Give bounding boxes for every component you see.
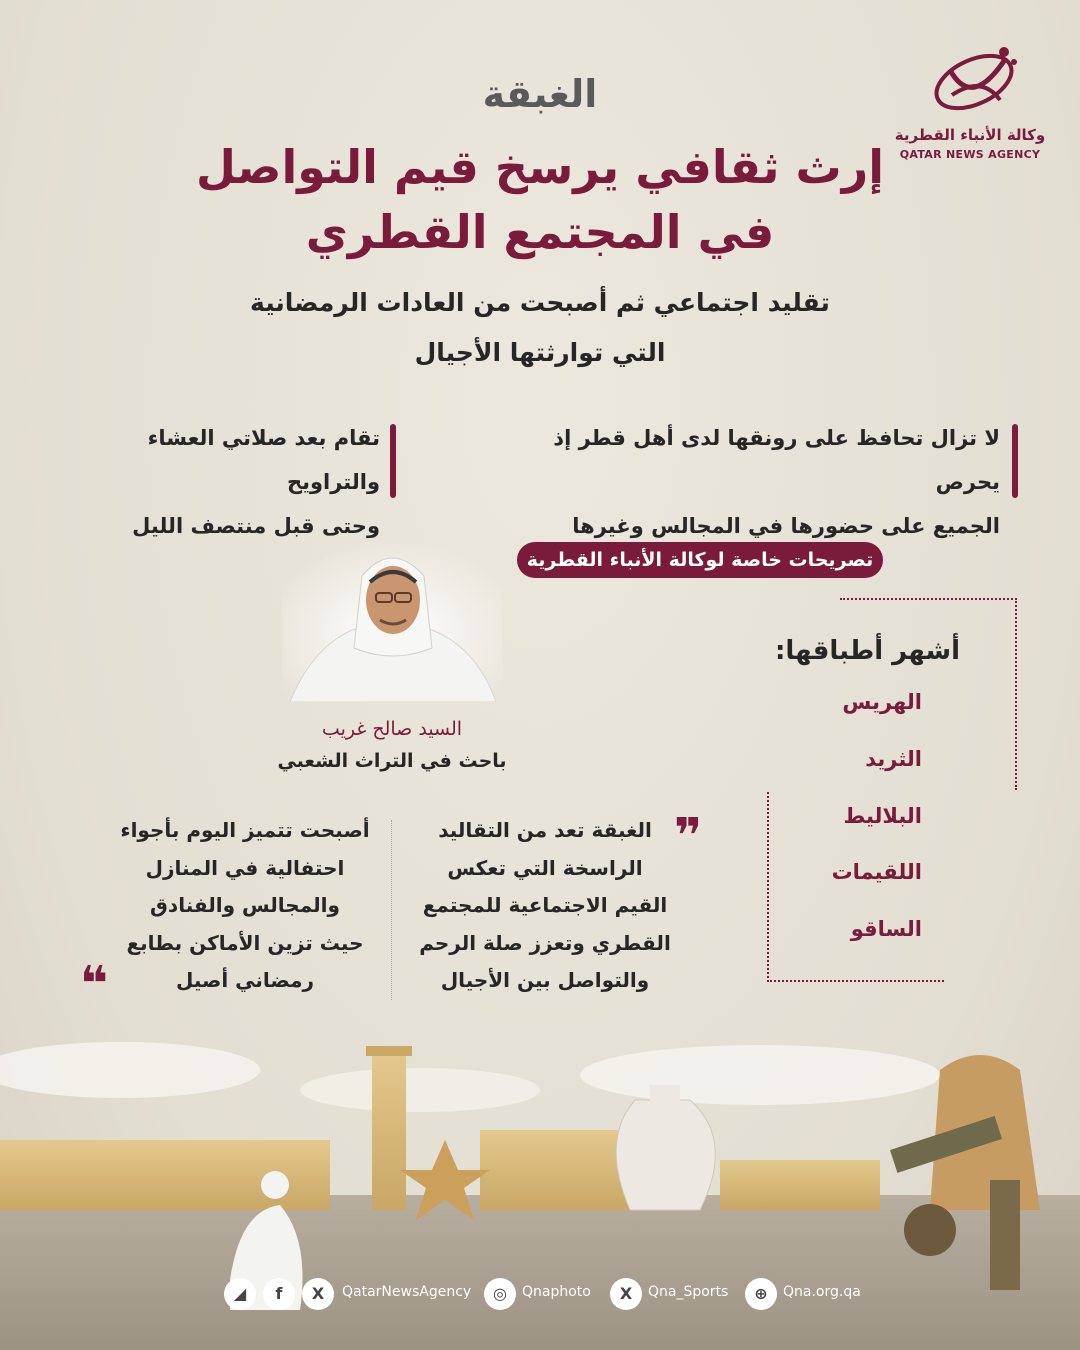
logo-name-english: QATAR NEWS AGENCY: [899, 148, 1041, 161]
subtitle-line-1: تقليد اجتماعي ثم أصبحت من العادات الرمضانية: [250, 288, 830, 317]
quote-right-line: القيم الاجتماعية للمجتمع: [422, 893, 668, 917]
sports-handle[interactable]: Qna_Sports: [648, 1284, 729, 1300]
instagram-icon[interactable]: ◎: [484, 1278, 516, 1310]
photo-handle[interactable]: Qnaphoto: [522, 1284, 591, 1300]
quote-right-line: الغبقة تعد من التقاليد: [438, 818, 652, 842]
telegram-icon[interactable]: ◢: [224, 1278, 256, 1310]
fact-left: [60, 416, 380, 548]
x-sports-icon[interactable]: X: [610, 1278, 642, 1310]
fact-left-line-2: وحتى قبل منتصف الليل: [132, 514, 380, 538]
quote-right-line: والتواصل بين الأجيال: [440, 968, 650, 992]
dish-item: البلاليط: [843, 804, 922, 828]
quote-close-mark: ❝: [80, 956, 109, 1012]
fact-right: [520, 416, 1000, 548]
social-links-bar: [0, 1276, 1080, 1316]
quotes-divider: [391, 820, 392, 1000]
fact-left-bar: [390, 424, 396, 498]
dish-item: الهريس: [842, 690, 922, 714]
quote-right-line: القطري وتعزز صلة الرحم: [419, 930, 671, 955]
kicker-title: الغبقة: [482, 72, 598, 116]
globe-icon[interactable]: ⊕: [745, 1278, 777, 1310]
main-handle[interactable]: QatarNewsAgency: [342, 1284, 472, 1300]
dish-item: الثريد: [865, 747, 922, 771]
website-link[interactable]: Qna.org.qa: [783, 1284, 861, 1300]
fact-right-bar: [1012, 424, 1018, 498]
quote-right-line: الراسخة التي تعكس: [447, 855, 643, 880]
subtitle-line-2: التي توارثتها الأجيال: [414, 338, 666, 367]
fact-right-line-1: لا تزال تحافظ على رونقها لدى أهل قطر إذ يحرص: [553, 426, 1000, 494]
headline-line-2: في المجتمع القطري: [305, 205, 775, 259]
person-name: السيد صالح غريب: [321, 718, 463, 740]
fact-right-line-2: الجميع على حضورها في المجالس وغيرها: [572, 514, 1000, 538]
quote-left-line: والمجالس والفنادق: [150, 893, 340, 917]
facebook-icon[interactable]: f: [263, 1278, 295, 1310]
quote-right: [405, 812, 685, 1000]
exclusive-statements-badge: تصريحات خاصة لوكالة الأنباء القطرية: [517, 542, 883, 578]
quote-left-line: احتفالية في المنازل: [145, 855, 345, 880]
dish-item: اللقيمات: [831, 860, 922, 884]
quote-left-line: حيث تزين الأماكن بطابع: [126, 930, 364, 955]
quote-left: [105, 812, 385, 1000]
quote-left-line: رمضاني أصيل: [175, 968, 315, 992]
headline-line-1: إرث ثقافي يرسخ قيم التواصل: [195, 140, 885, 194]
quote-open-mark: ❞: [674, 808, 703, 864]
person-role: باحث في التراث الشعبي: [277, 750, 507, 772]
portrait-image: [282, 538, 502, 702]
x-icon[interactable]: X: [302, 1278, 334, 1310]
dish-item: الساقو: [850, 917, 922, 941]
logo-name-arabic: وكالة الأنباء القطرية: [894, 126, 1046, 144]
dishes-title: أشهر أطباقها:: [775, 636, 960, 666]
fact-left-line-1: تقام بعد صلاتي العشاء والتراويح: [147, 426, 380, 494]
quote-left-line: أصبحت تتميز اليوم بأجواء: [120, 818, 370, 842]
